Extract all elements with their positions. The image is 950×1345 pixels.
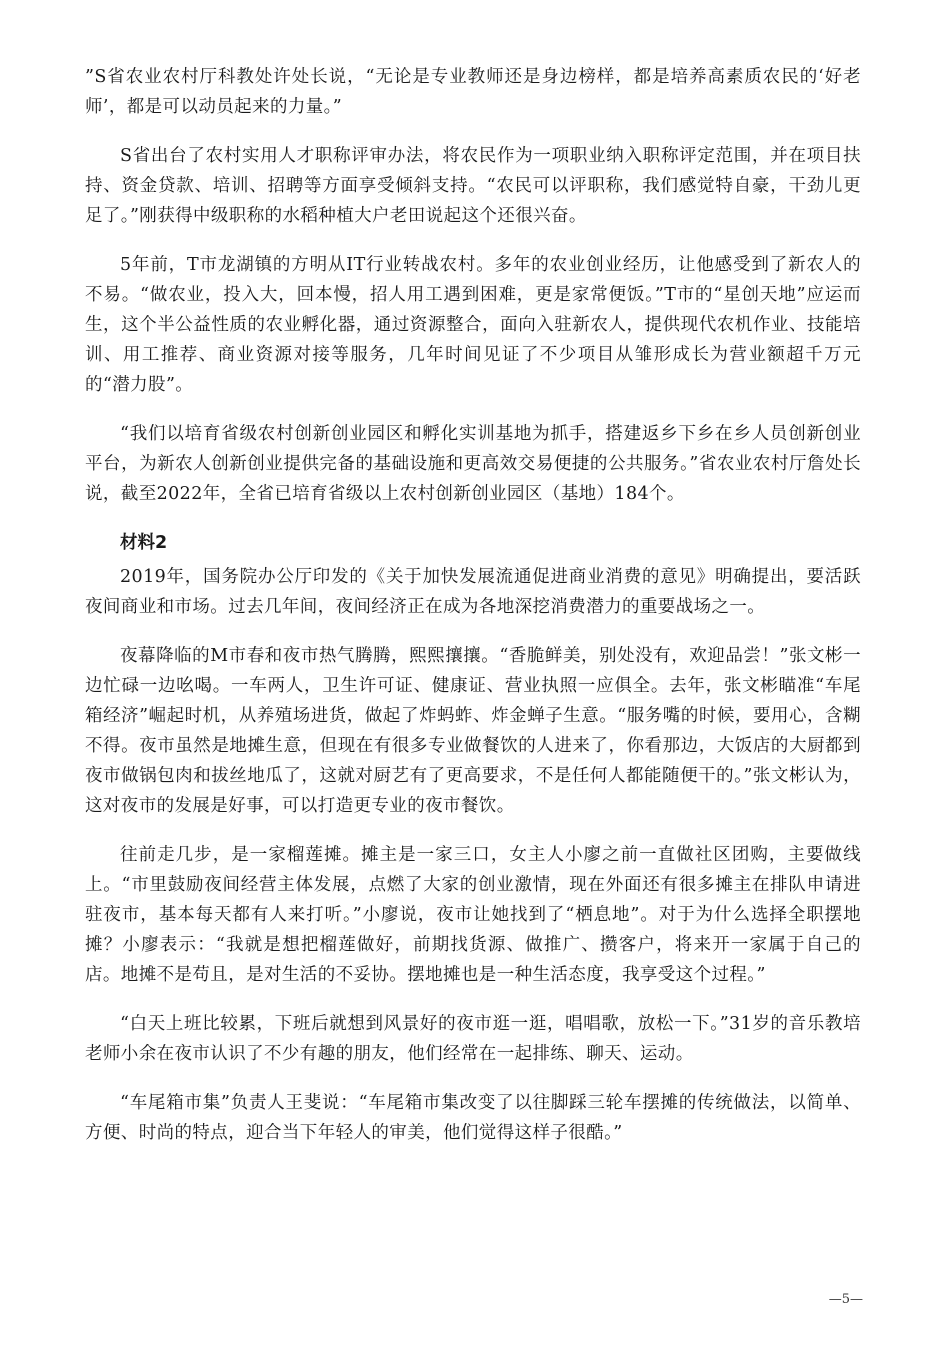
- material-2-heading: 材料2: [120, 533, 168, 553]
- page-number: —5—: [828, 1292, 863, 1307]
- paragraph-durian-stall: 往前走几步，是一家榴莲摊。摊主是一家三口，女主人小廖之前一直做社区团购，主要做线上。“市里鼓励夜间经营主体发展，点燃了大家的创业激情，现在外面还有很多摊主在排队申请进驻夜市，基本每天都有人来打听。”小廖说，夜市让她找到了“栖息地”。对于为什么选择全职摆地摊？小廖表示：“我就是想把榴莲做好，前期找货源、做推广、攒客户，将来开一家属于自己的店。地摊不是苟且，是对生活的不妥协。摆地摊也是一种生活态度，我享受这个过程。”: [85, 845, 861, 985]
- paragraph-xingchuang-tiandi: 5年前，T市龙湖镇的方明从IT行业转战农村。多年的农业创业经历，让他感受到了新农人的不易。“做农业，投入大，回本慢，招人用工遇到困难，更是家常便饭。”T市的“星创天地”应运而生，这个半公益性质的农业孵化器，通过资源整合，面向入驻新农人，提供现代农机作业、技能培训、用工推荐、商业资源对接等服务，几年时间见证了不少项目从雏形成长为营业额超千万元的“潜力股”。: [85, 255, 861, 395]
- paragraph-chunhe-night-market: 夜幕降临的M市春和夜市热气腾腾，熙熙攘攘。“香脆鲜美，别处没有，欢迎品尝！”张文彬一边忙碌一边吆喝。一车两人，卫生许可证、健康证、营业执照一应俱全。去年，张文彬瞄准“车尾箱经济”崛起时机，从养殖场进货，做起了炸蚂蚱、炸金蝉子生意。“服务嘴的时候，要用心，含糊不得。夜市虽然是地摊生意，但现在有很多专业做餐饮的人进来了，你看那边，大饭店的大厨都到夜市做锅包肉和拔丝地瓜了，这就对厨艺有了更高要求，不是任何人都能随便干的。”张文彬认为，这对夜市的发展是好事，可以打造更专业的夜市餐饮。: [85, 646, 861, 816]
- paragraph-music-teacher: “白天上班比较累，下班后就想到风景好的夜市逛一逛，唱唱歌，放松一下。”31岁的音乐教培老师小余在夜市认识了不少有趣的朋友，他们经常在一起排练、聊天、运动。: [85, 1014, 861, 1064]
- paragraph-innovation-parks: “我们以培育省级农村创新创业园区和孵化实训基地为抓手，搭建返乡下乡在乡人员创新创业平台，为新农人创新创业提供完备的基础设施和更高效交易便捷的公共服务。”省农业农村厅詹处长说，截至2022年，全省已培育省级以上农村创新创业园区（基地）184个。: [85, 424, 861, 504]
- document-body: [85, 62, 861, 1167]
- paragraph-night-economy-policy: 2019年，国务院办公厅印发的《关于加快发展流通促进商业消费的意见》明确提出，要活跃夜间商业和市场。过去几年间，夜间经济正在成为各地深挖消费潜力的重要战场之一。: [85, 567, 861, 617]
- paragraph-professional-title-policy: S省出台了农村实用人才职称评审办法，将农民作为一项职业纳入职称评定范围，并在项目扶持、资金贷款、培训、招聘等方面享受倾斜支持。“农民可以评职称，我们感觉特自豪，干劲儿更足了。”刚获得中级职称的水稻种植大户老田说起这个还很兴奋。: [85, 146, 861, 226]
- paragraph-trunk-market: “车尾箱市集”负责人王斐说：“车尾箱市集改变了以往脚踩三轮车摆摊的传统做法，以简单、方便、时尚的特点，迎合当下年轻人的审美，他们觉得这样子很酷。”: [85, 1093, 861, 1143]
- paragraph-s-province-quote: ”S省农业农村厅科教处许处长说，“无论是专业教师还是身边榜样，都是培养高素质农民的‘好老师’，都是可以动员起来的力量。”: [85, 67, 861, 117]
